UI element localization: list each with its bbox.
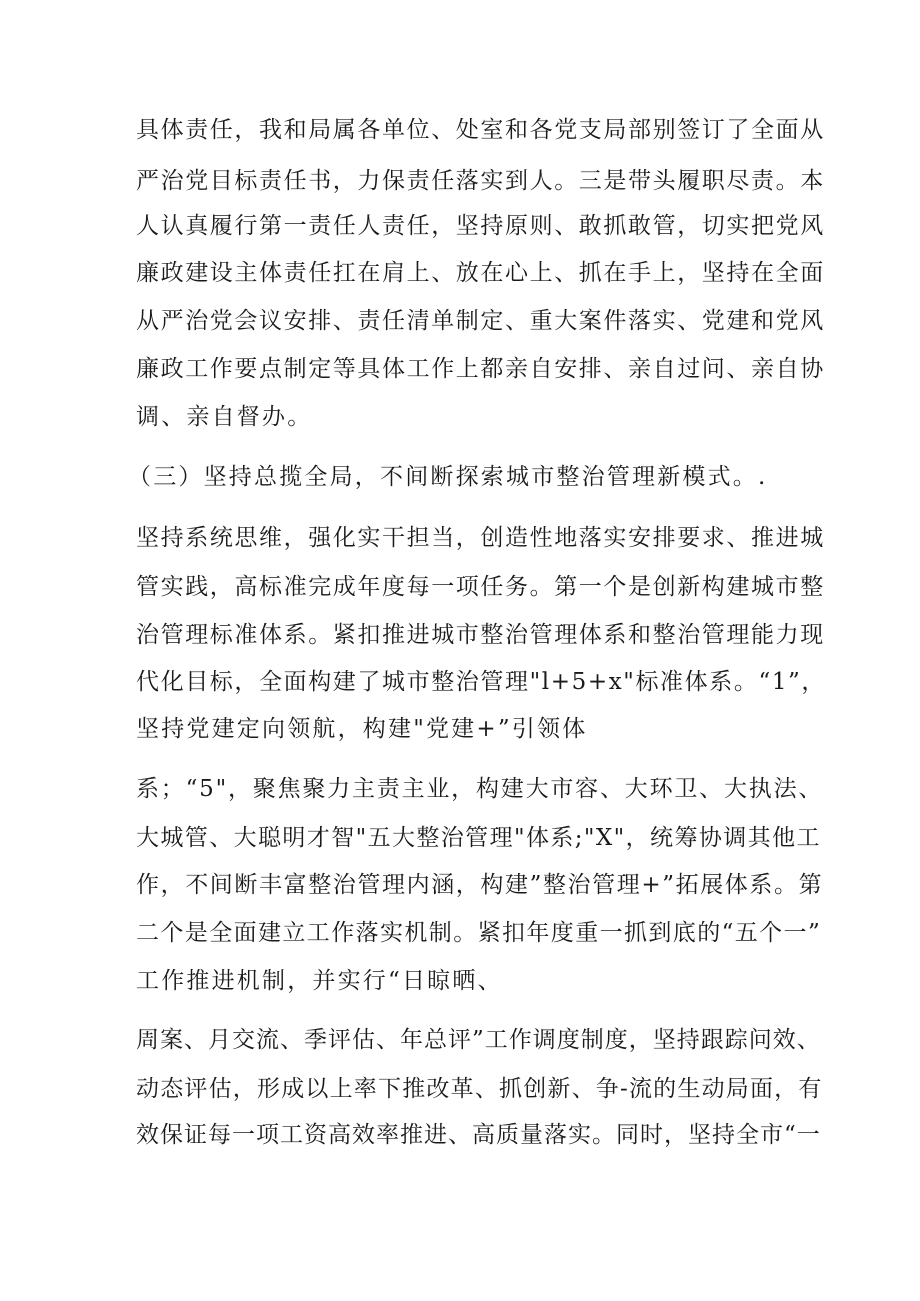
text-line: 大城管、大聪明才智"五大整治管理"体系;"X"，统筹协调其他工 xyxy=(136,825,821,851)
text-line: 人认真履行第一责任人责任，坚持原则、敢抓敢管，切实把党风 xyxy=(136,213,825,239)
text-line: 坚持系统思维，强化实干担当，创造性地落实安排要求、推进城 xyxy=(136,525,825,551)
text-line: 作，不间断丰富整治管理内涵，构建”整治管理+”拓展体系。第 xyxy=(136,872,824,898)
text-line: 具体责任，我和局属各单位、处室和各党支局部别签订了全面从 xyxy=(136,117,825,143)
text-line: 效保证每一项工资高效率推进、高质量落实。同时，坚持全市“一 xyxy=(136,1122,821,1148)
text-line: 治管理标准体系。紧扣推进城市整治管理体系和整治管理能力现 xyxy=(136,622,825,648)
text-line: 从严治党会议安排、责任清单制定、重大案件落实、党建和党风 xyxy=(136,308,825,334)
text-line: 调、亲自督办。 xyxy=(136,404,313,430)
text-line: 动态评估，形成以上率下推改革、抓创新、争-流的生动局面，有 xyxy=(136,1076,823,1102)
text-line: 廉政工作要点制定等具体工作上都亲自安排、亲自过问、亲自协 xyxy=(136,356,825,382)
text-line: 坚持党建定向领航，构建"党建+”引领体 xyxy=(136,716,588,742)
text-line: 管实践，高标准完成年度每一项任务。第一个是创新构建城市整 xyxy=(136,574,825,600)
text-line: 系；“5"，聚焦聚力主责主业，构建大市容、大环卫、大执法、 xyxy=(136,776,824,802)
text-line: 工作推进机制，并实行“日晾晒、 xyxy=(136,968,503,994)
text-line: 廉政建设主体责任扛在肩上、放在心上、抓在手上，坚持在全面 xyxy=(136,260,825,286)
text-line: 周案、月交流、季评估、年总评”工作调度制度，坚持跟踪问效、 xyxy=(136,1027,821,1053)
text-line: 代化目标，全面构建了城市整治管理"l+5+x"标准体系。“1”， xyxy=(136,669,827,695)
section-heading: （三）坚持总揽全局，不间断探索城市整治管理新模式。. xyxy=(128,464,768,490)
text-line: 严治党目标责任书，力保责任落实到人。三是带头履职尽责。本 xyxy=(136,168,825,194)
text-line: 二个是全面建立工作落实机制。紧扣年度重一抓到底的“五个一” xyxy=(136,920,822,946)
